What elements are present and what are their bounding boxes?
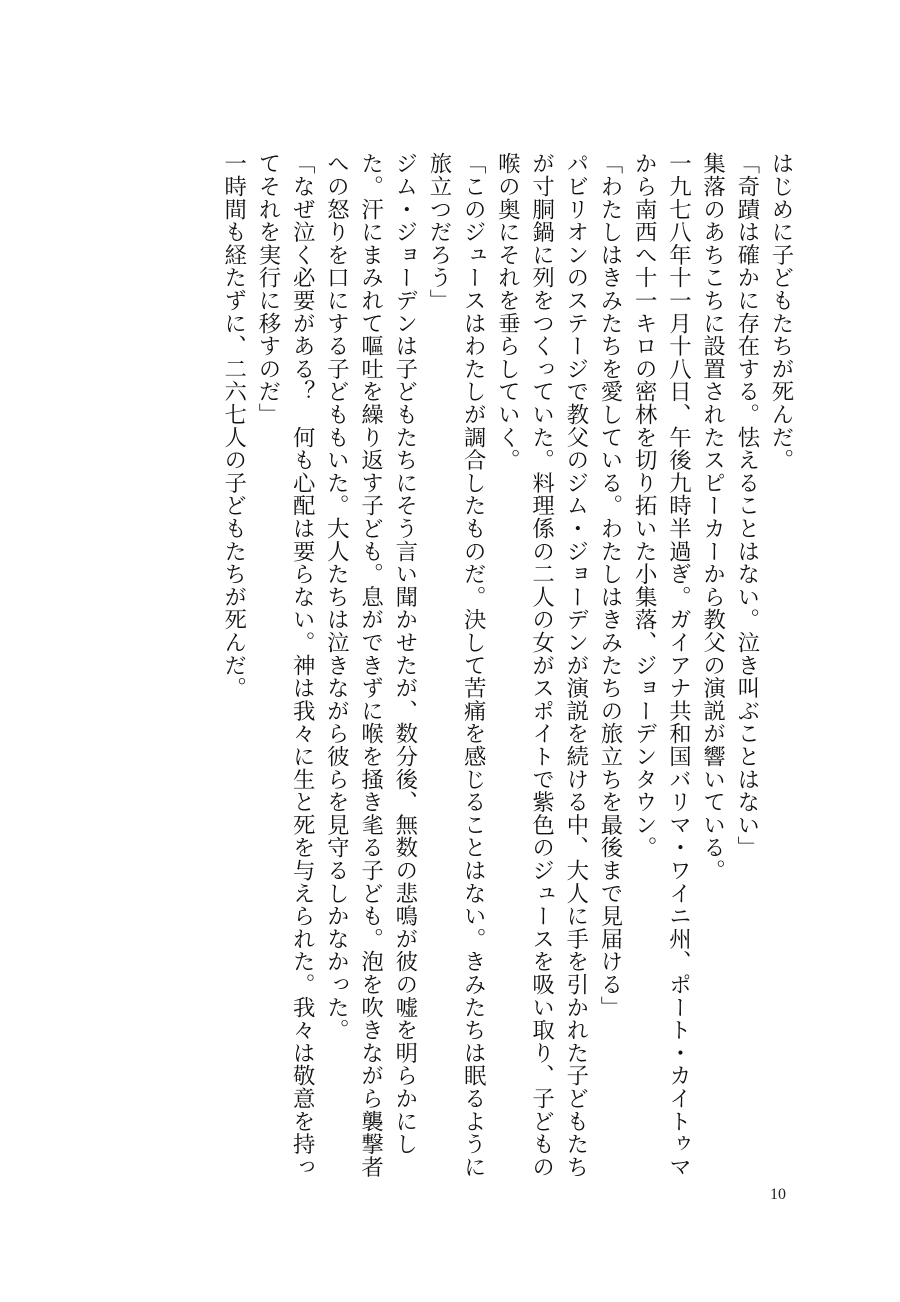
paragraph-4: 一九七八年十一月十八日、午後九時半過ぎ。ガイアナ共和国バリマ・ワイニ州、ポート・カイトゥマから南西へ十一キロの密林を切り拓いた小集落、ジョーデンタウン。 xyxy=(631,152,692,1178)
page-number: 10 xyxy=(770,1186,786,1203)
vertical-text-body xyxy=(98,152,798,1182)
paragraph-6: パビリオンのステージで教父のジム・ジョーデンが演説を続ける中、大人に手を引かれた子どもたちが寸胴鍋に列をつくっていた。料理係の二人の女がスポイトで紫色のジュースを吸い取り、子どもの喉の奥にそれを垂らしていく。 xyxy=(494,152,589,1178)
paragraph-5: 「わたしはきみたちを愛している。わたしはきみたちの旅立ちを最後まで見届ける」 xyxy=(596,152,623,1019)
paragraph-8: ジム・ジョーデンは子どもたちにそう言い聞かせたが、数分後、無数の悲鳴が彼の嘘を明らかにした。汗にまみれて嘔吐を繰り返す子ども。息ができずに喉を掻き毟る子ども。泡を吹きながら襲撃者への怒りを口にする子どももいた。大人たちは泣きながら彼らを見守るしかなかった。 xyxy=(323,152,418,1178)
paragraph-10: 一時間も経たずに、二六七人の子どもたちが死んだ。 xyxy=(220,152,247,700)
paragraph-9: 「なぜ泣く必要がある？ 何も心配は要らない。神は我々に生と死を与えられた。我々は敬意を持ってそれを実行に移すのだ」 xyxy=(254,152,316,1178)
paragraph-7: 「このジュースはわたしが調合したものだ。決して苦痛を感じることはない。きみたちは眠るように旅立つだろう」 xyxy=(425,152,487,1178)
paragraph-3: 集落のあちこちに設置されたスピーカーから教父の演説が響いている。 xyxy=(699,152,726,882)
paragraph-2: 「奇蹟は確かに存在する。怯えることはない。泣き叫ぶことはない」 xyxy=(733,152,760,859)
paragraph-1: はじめに子どもたちが死んだ。 xyxy=(768,152,794,472)
